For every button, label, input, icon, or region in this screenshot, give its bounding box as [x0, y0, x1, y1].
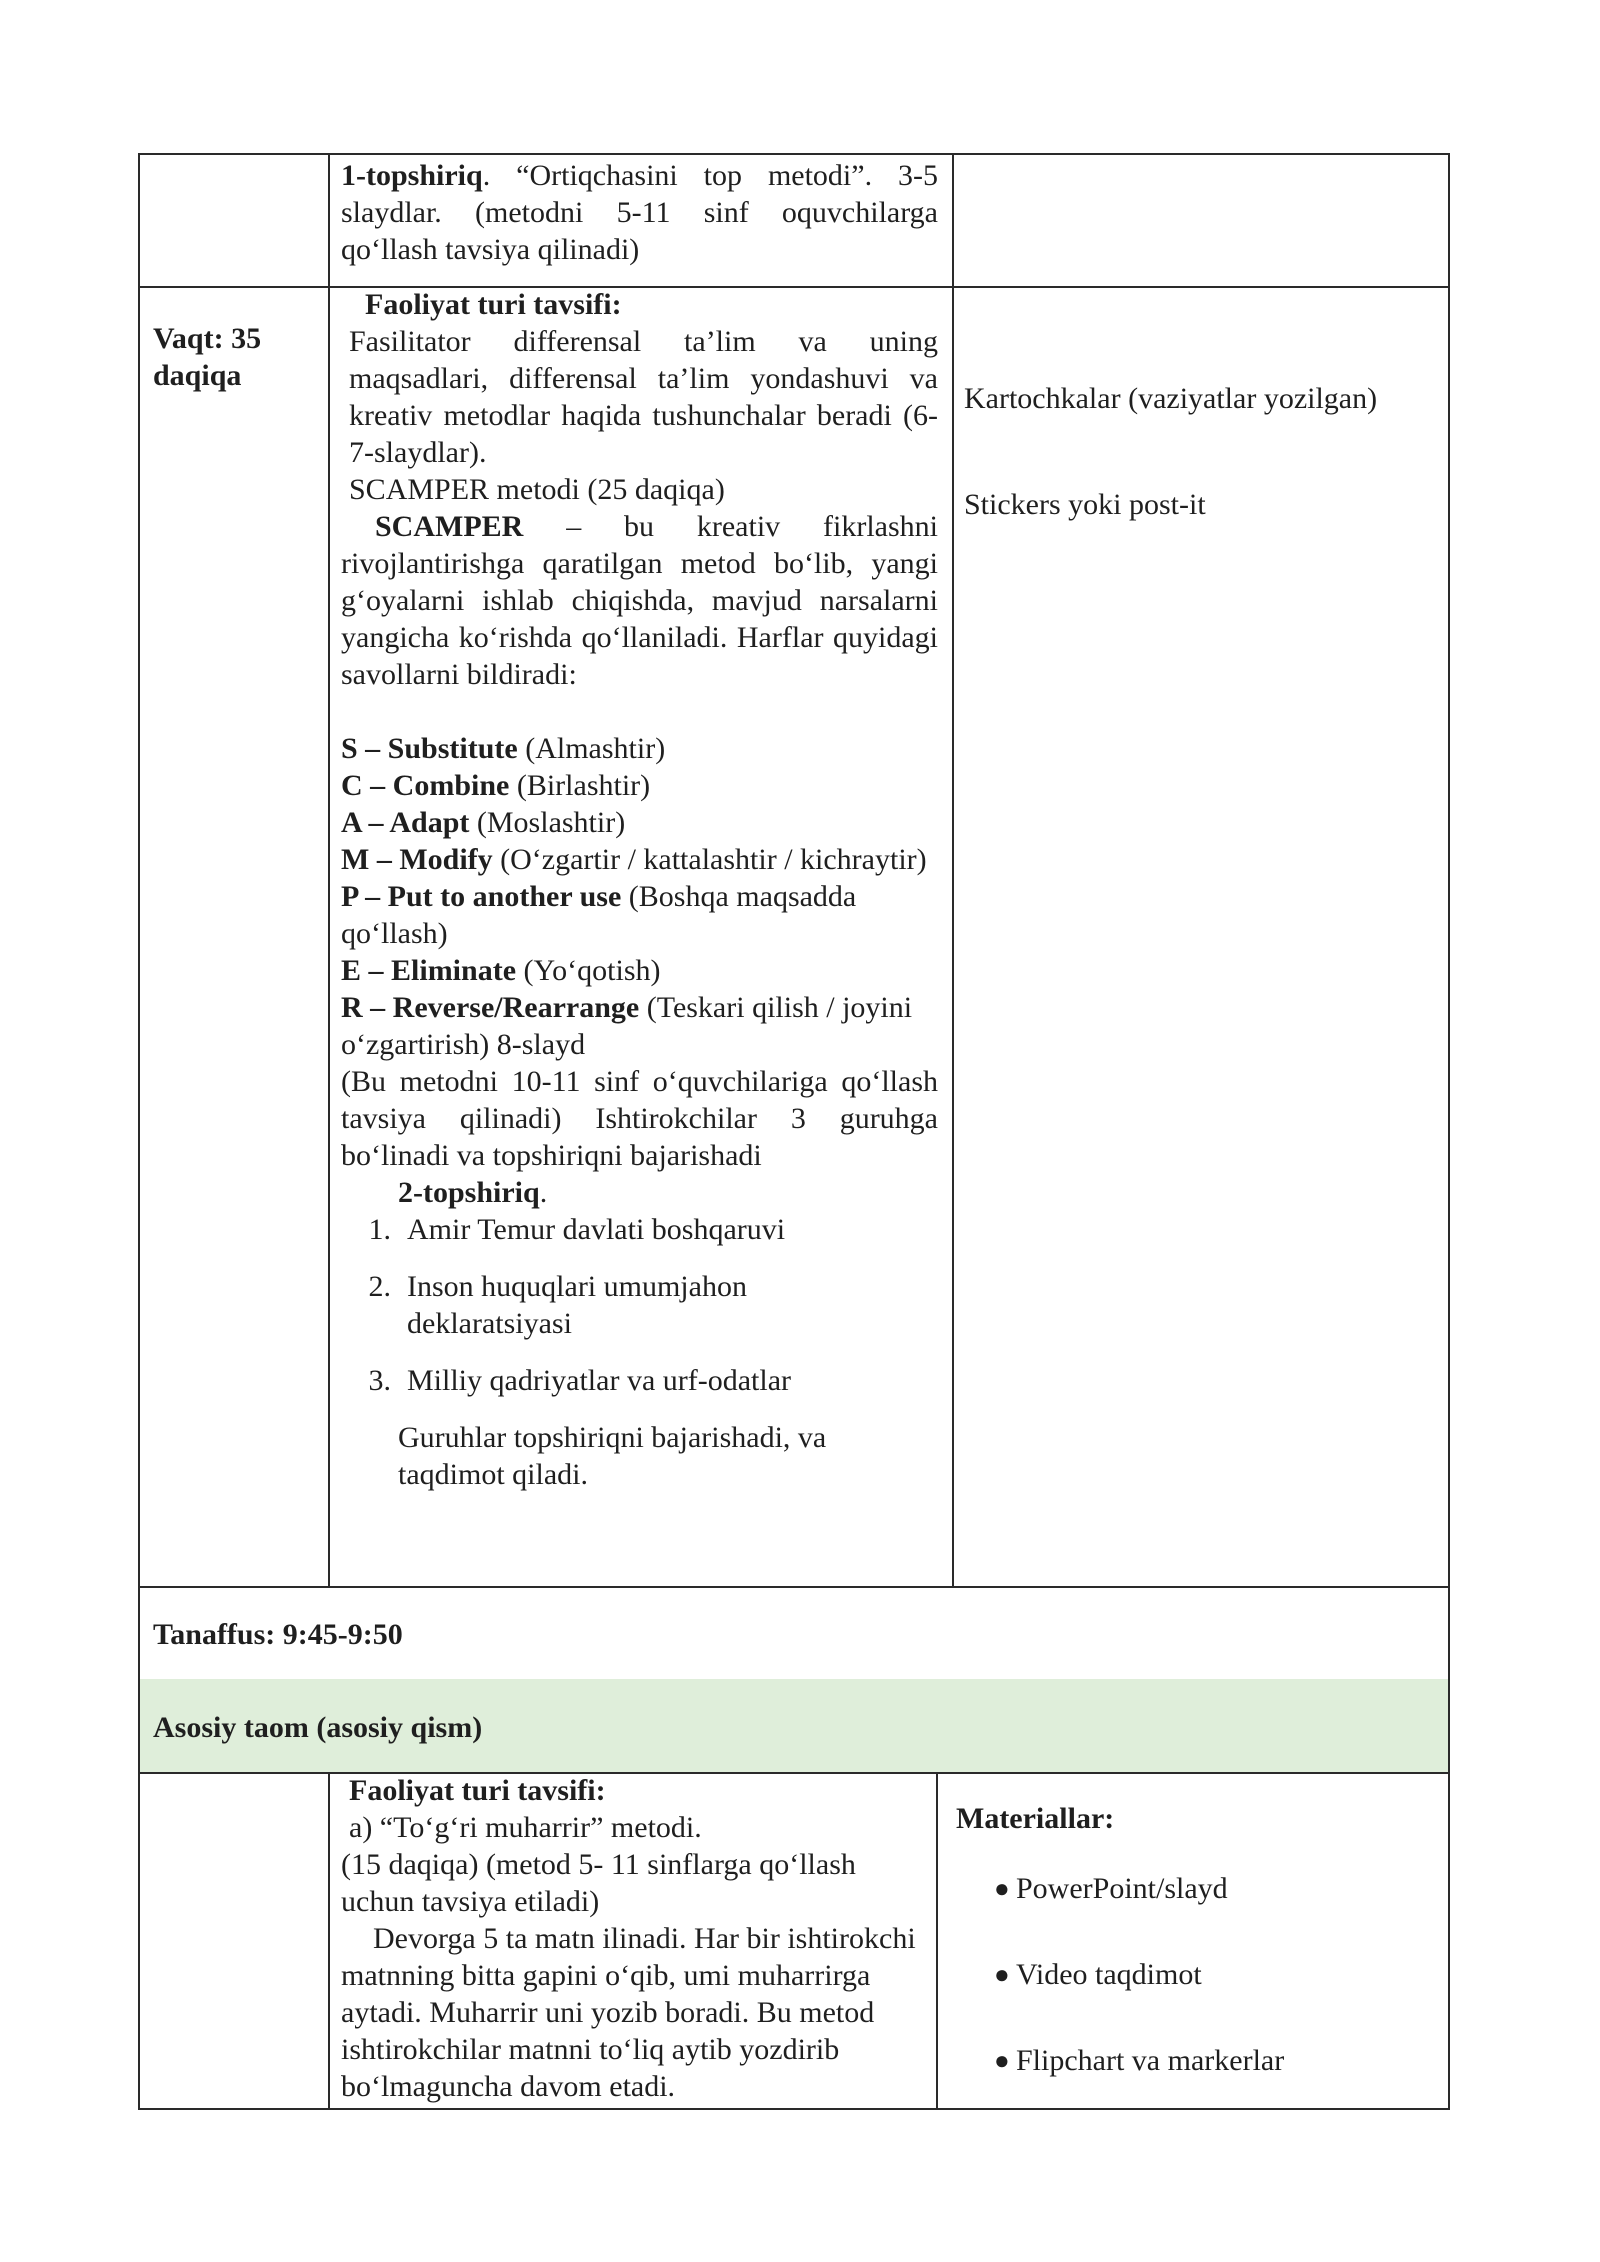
activity-cell	[328, 286, 954, 1588]
list-number: 2.	[368, 1270, 391, 1303]
closing-paragraph: Guruhlar topshiriqni bajarishadi, va taqdimot qiladi.	[398, 1421, 827, 1491]
list-text: Amir Temur davlati boshqaruvi	[407, 1213, 786, 1246]
task2-heading	[341, 1174, 938, 1211]
task2-label: 2-topshiriq	[398, 1176, 540, 1209]
materials-list	[952, 286, 1448, 523]
method-description: Devorga 5 ta matn ilinadi. Har bir ishtirokchi matnning bitta gapini o‘qib, umi muharrirga aytadi. Muharrir uni yozib boradi. Bu metod ishtirokchilar matnni to‘liq aytib yozdirib bo‘lmaguncha davom etadi.	[341, 1922, 916, 2103]
task2-list-item	[341, 1268, 938, 1342]
materials-heading: Materiallar:	[956, 1802, 1115, 1835]
table-row	[138, 1772, 1450, 2110]
material-bullet-item	[956, 1956, 1438, 1993]
time-cell	[138, 153, 330, 288]
material-item: Kartochkalar (vaziyatlar yozilgan)	[964, 382, 1378, 415]
scamper-letter-item	[341, 952, 938, 989]
bullet-icon: ●	[994, 1874, 1010, 1903]
bullet-icon: ●	[994, 1960, 1010, 1989]
task1-text: . “Ortiqchasini top metodi”. 3-5 slaydlar. (metodni 5-11 sinf oquvchilarga qo‘llash tavsiya qilinadi)	[341, 159, 938, 266]
letter-term: A – Adapt	[341, 806, 470, 839]
material-text: Video taqdimot	[1016, 1958, 1202, 1991]
letter-term: E – Eliminate	[341, 954, 517, 987]
scamper-bold: SCAMPER	[375, 510, 524, 543]
scamper-text: – bu kreativ fikrlashni rivojlantirishga qaratilgan metod bo‘lib, yangi g‘oyalarni ishlab chiqishda, mavjud narsalarni yangicha ko‘rishda qo‘llaniladi. Harflar quyidagi savollarni bildiradi:	[341, 510, 938, 691]
activity-heading: Faoliyat turi tavsifi:	[349, 1774, 606, 1807]
materials-cell	[952, 286, 1450, 1588]
letter-translation: (O‘zgartir / kattalashtir / kichraytir)	[492, 843, 927, 876]
scamper-letters-list	[341, 730, 938, 1063]
material-text: Flipchart va markerlar	[1016, 2044, 1285, 2077]
letter-term: R – Reverse/Rearrange	[341, 991, 640, 1024]
time-cell	[138, 286, 330, 1588]
list-text: Inson huquqlari umumjahon deklaratsiyasi	[407, 1270, 747, 1340]
table-row	[138, 153, 1450, 288]
time-label: Vaqt: 35 daqiqa	[153, 322, 262, 392]
letter-translation: (Teskari qilish / joyini o‘zgartirish) 8-slayd	[341, 991, 913, 1061]
letter-term: M – Modify	[341, 843, 493, 876]
materials-bullet-list	[956, 1870, 1438, 2079]
activity-cell	[328, 153, 954, 288]
materials-cell	[952, 153, 1450, 288]
scamper-letter-item	[341, 989, 938, 1063]
letter-translation: (Almashtir)	[517, 732, 666, 765]
material-bullet-item	[956, 2042, 1438, 2079]
material-item: Stickers yoki post-it	[964, 488, 1206, 521]
list-number: 3.	[368, 1364, 391, 1397]
task2-dot: .	[539, 1176, 548, 1209]
task2-list-item	[341, 1211, 938, 1248]
break-label: Tanaffus: 9:45-9:50	[153, 1618, 403, 1651]
letter-translation: (Birlashtir)	[509, 769, 651, 802]
task2-list-item	[341, 1362, 938, 1399]
spacer	[341, 693, 938, 730]
activity-content	[328, 1772, 936, 2105]
intro-paragraph: Fasilitator differensal ta’lim va uning maqsadlari, differensal ta’lim yondashuvi va kreativ metodlar haqida tushunchalar beradi (6-7-slaydlar).	[349, 325, 938, 469]
scamper-letter-item	[341, 767, 938, 804]
letter-translation: (Moslashtir)	[469, 806, 626, 839]
letter-term: S – Substitute	[341, 732, 518, 765]
main-section-label: Asosiy taom (asosiy qism)	[153, 1711, 483, 1744]
scamper-letter-item	[341, 878, 938, 952]
scamper-letter-item	[341, 804, 938, 841]
break-row	[138, 1586, 1450, 1681]
letter-translation: (Boshqa maqsadda qo‘llash)	[341, 880, 857, 950]
task2-list	[341, 1211, 938, 1399]
recommend-paragraph: (Bu metodni 10-11 sinf o‘quvchilariga qo‘llash tavsiya qilinadi) Ishtirokchilar 3 guruhga bo‘linadi va topshiriqni bajarishadi	[341, 1065, 938, 1172]
scamper-letter-item	[341, 841, 938, 878]
material-text: PowerPoint/slayd	[1016, 1872, 1228, 1905]
table-row	[138, 286, 1450, 1588]
scamper-paragraph	[341, 508, 938, 693]
list-number: 1.	[368, 1213, 391, 1246]
bullet-icon: ●	[994, 2046, 1010, 2075]
list-text: Milliy qadriyatlar va urf-odatlar	[407, 1364, 792, 1397]
main-section-row	[138, 1679, 1450, 1774]
letter-term: C – Combine	[341, 769, 510, 802]
method-line: a) “To‘g‘ri muharrir” metodi.	[349, 1811, 702, 1844]
letter-translation: (Yo‘qotish)	[516, 954, 661, 987]
materials-cell	[936, 1772, 1450, 2110]
activity-heading: Faoliyat turi tavsifi:	[365, 288, 622, 321]
activity-cell	[328, 1772, 938, 2110]
scamper-letter-item	[341, 730, 938, 767]
letter-term: P – Put to another use	[341, 880, 622, 913]
task1-paragraph	[328, 155, 952, 268]
task1-label: 1-topshiriq	[341, 159, 483, 192]
materials-block	[936, 1772, 1448, 2079]
activity-content	[328, 286, 952, 1493]
time-cell	[138, 1772, 330, 2110]
material-bullet-item	[956, 1870, 1438, 1907]
method-details: (15 daqiqa) (metod 5- 11 sinflarga qo‘llash uchun tavsiya etiladi)	[341, 1848, 856, 1918]
scamper-title: SCAMPER metodi (25 daqiqa)	[349, 473, 725, 506]
